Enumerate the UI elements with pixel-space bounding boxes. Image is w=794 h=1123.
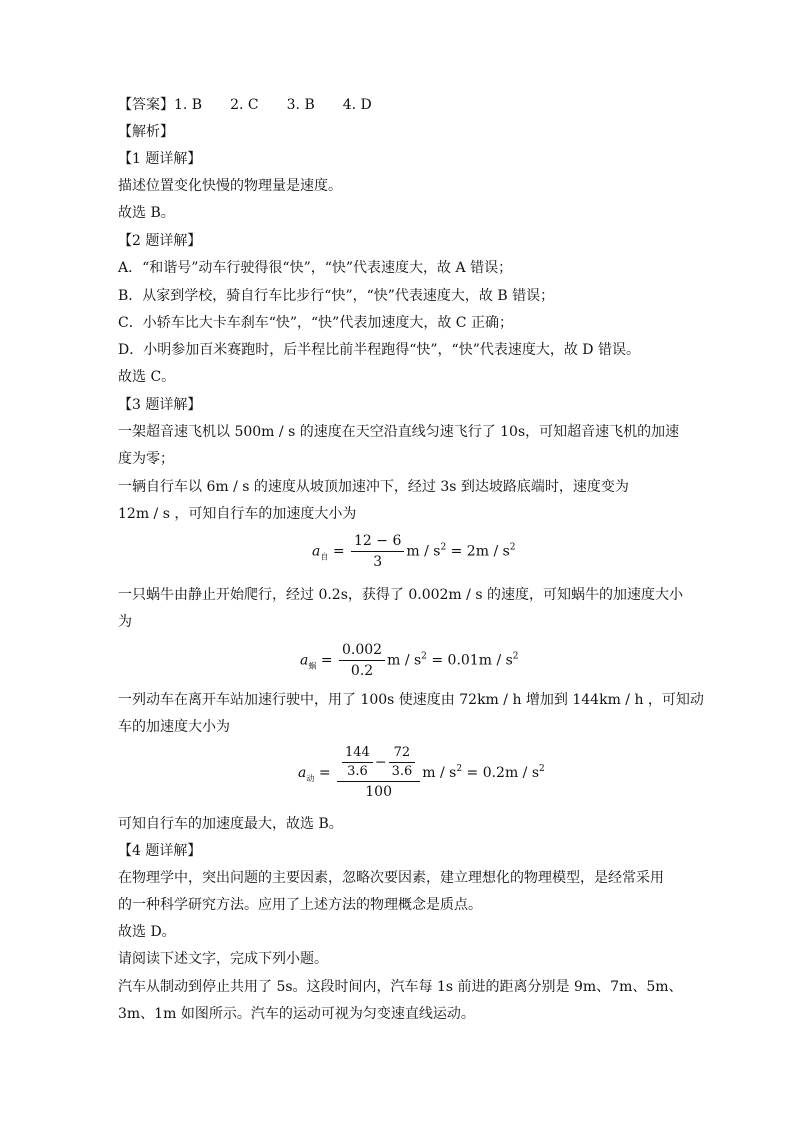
q3-text: 12m / s ，可知自行车的加速度大小为 (118, 506, 357, 522)
q3-text: 一架超音速飞机以 500m / s 的速度在天空沿直线匀速飞行了 10s，可知超音速飞机的加速 (118, 424, 680, 440)
q3-text: 一列动车在离开车站加速行驶中，用了 100s 使速度由 72km / h 增加到 144km / h ，可知动 (118, 692, 704, 708)
q3-text: 为 (118, 614, 132, 630)
equation-train: $a_动$ = $\frac{144}{3.6}$ − $\frac{72}{3.6}$ 100 $m / s^2 = 0.2m / s^2$ (298, 745, 545, 800)
q2-option-b: B．从家到学校，骑自行车比步行“快”，“快”代表速度大，故 B 错误； (118, 288, 555, 304)
answer-item: 3. B (286, 97, 315, 113)
q2-option-c: C．小轿车比大卡车刹车“快”，“快”代表加速度大，故 C 正确； (118, 315, 513, 331)
equation-bicycle: $a_自$ = $\frac{12 - 6}{3}$ $m / s^2 = 2m / s^2$ (312, 533, 516, 570)
q4-header: 【4 题详解】 (118, 843, 202, 859)
passage-text: 汽车从制动到停止共用了 5s。这段时间内，汽车每 1s 前进的距离分别是 9m、7m、5m、 (118, 979, 683, 995)
instruction-text: 请阅读下述文字，完成下列小题。 (118, 951, 328, 967)
q1-text: 描述位置变化快慢的物理量是速度。 (118, 178, 342, 194)
equation-snail: $a_蜗$ = $\frac{0.002}{0.2}$ $m / s^2 = 0.01m / s^2$ (300, 642, 519, 679)
q1-conclusion: 故选 B。 (118, 205, 175, 221)
answer-line (118, 95, 372, 115)
passage-text: 3m、1m 如图所示。汽车的运动可视为匀变速直线运动。 (118, 1006, 475, 1022)
q2-conclusion: 故选 C。 (118, 369, 176, 385)
q4-text: 的一种科学研究方法。应用了上述方法的物理概念是质点。 (118, 897, 482, 913)
answer-label: 【答案】 (118, 97, 174, 113)
q3-text: 度为零； (118, 451, 174, 467)
q4-conclusion: 故选 D。 (118, 924, 176, 940)
q2-option-d: D．小明参加百米赛跑时，后半程比前半程跑得“快”，“快”代表速度大，故 D 错误。 (118, 342, 640, 358)
answer-item: 4. D (342, 97, 372, 113)
q2-option-a: A．“和谐号”动车行驶得很“快”，“快”代表速度大，故 A 错误； (118, 260, 513, 276)
q3-text: 车的加速度大小为 (118, 719, 230, 735)
q3-header: 【3 题详解】 (118, 397, 202, 413)
q3-conclusion: 可知自行车的加速度最大，故选 B。 (118, 816, 343, 832)
q2-header: 【2 题详解】 (118, 233, 202, 249)
analysis-label: 【解析】 (118, 124, 174, 140)
q3-text: 一只蜗牛由静止开始爬行，经过 0.2s，获得了 0.002m / s 的速度，可知蜗牛的加速度大小 (118, 587, 683, 603)
answer-item: 2. C (230, 97, 259, 113)
answer-item: 1. B (174, 97, 203, 113)
q3-text: 一辆自行车以 6m / s 的速度从坡顶加速冲下，经过 3s 到达坡路底端时，速度变为 (118, 479, 629, 495)
q1-header: 【1 题详解】 (118, 151, 202, 167)
q4-text: 在物理学中，突出问题的主要因素，忽略次要因素，建立理想化的物理模型，是经常采用 (118, 870, 664, 886)
